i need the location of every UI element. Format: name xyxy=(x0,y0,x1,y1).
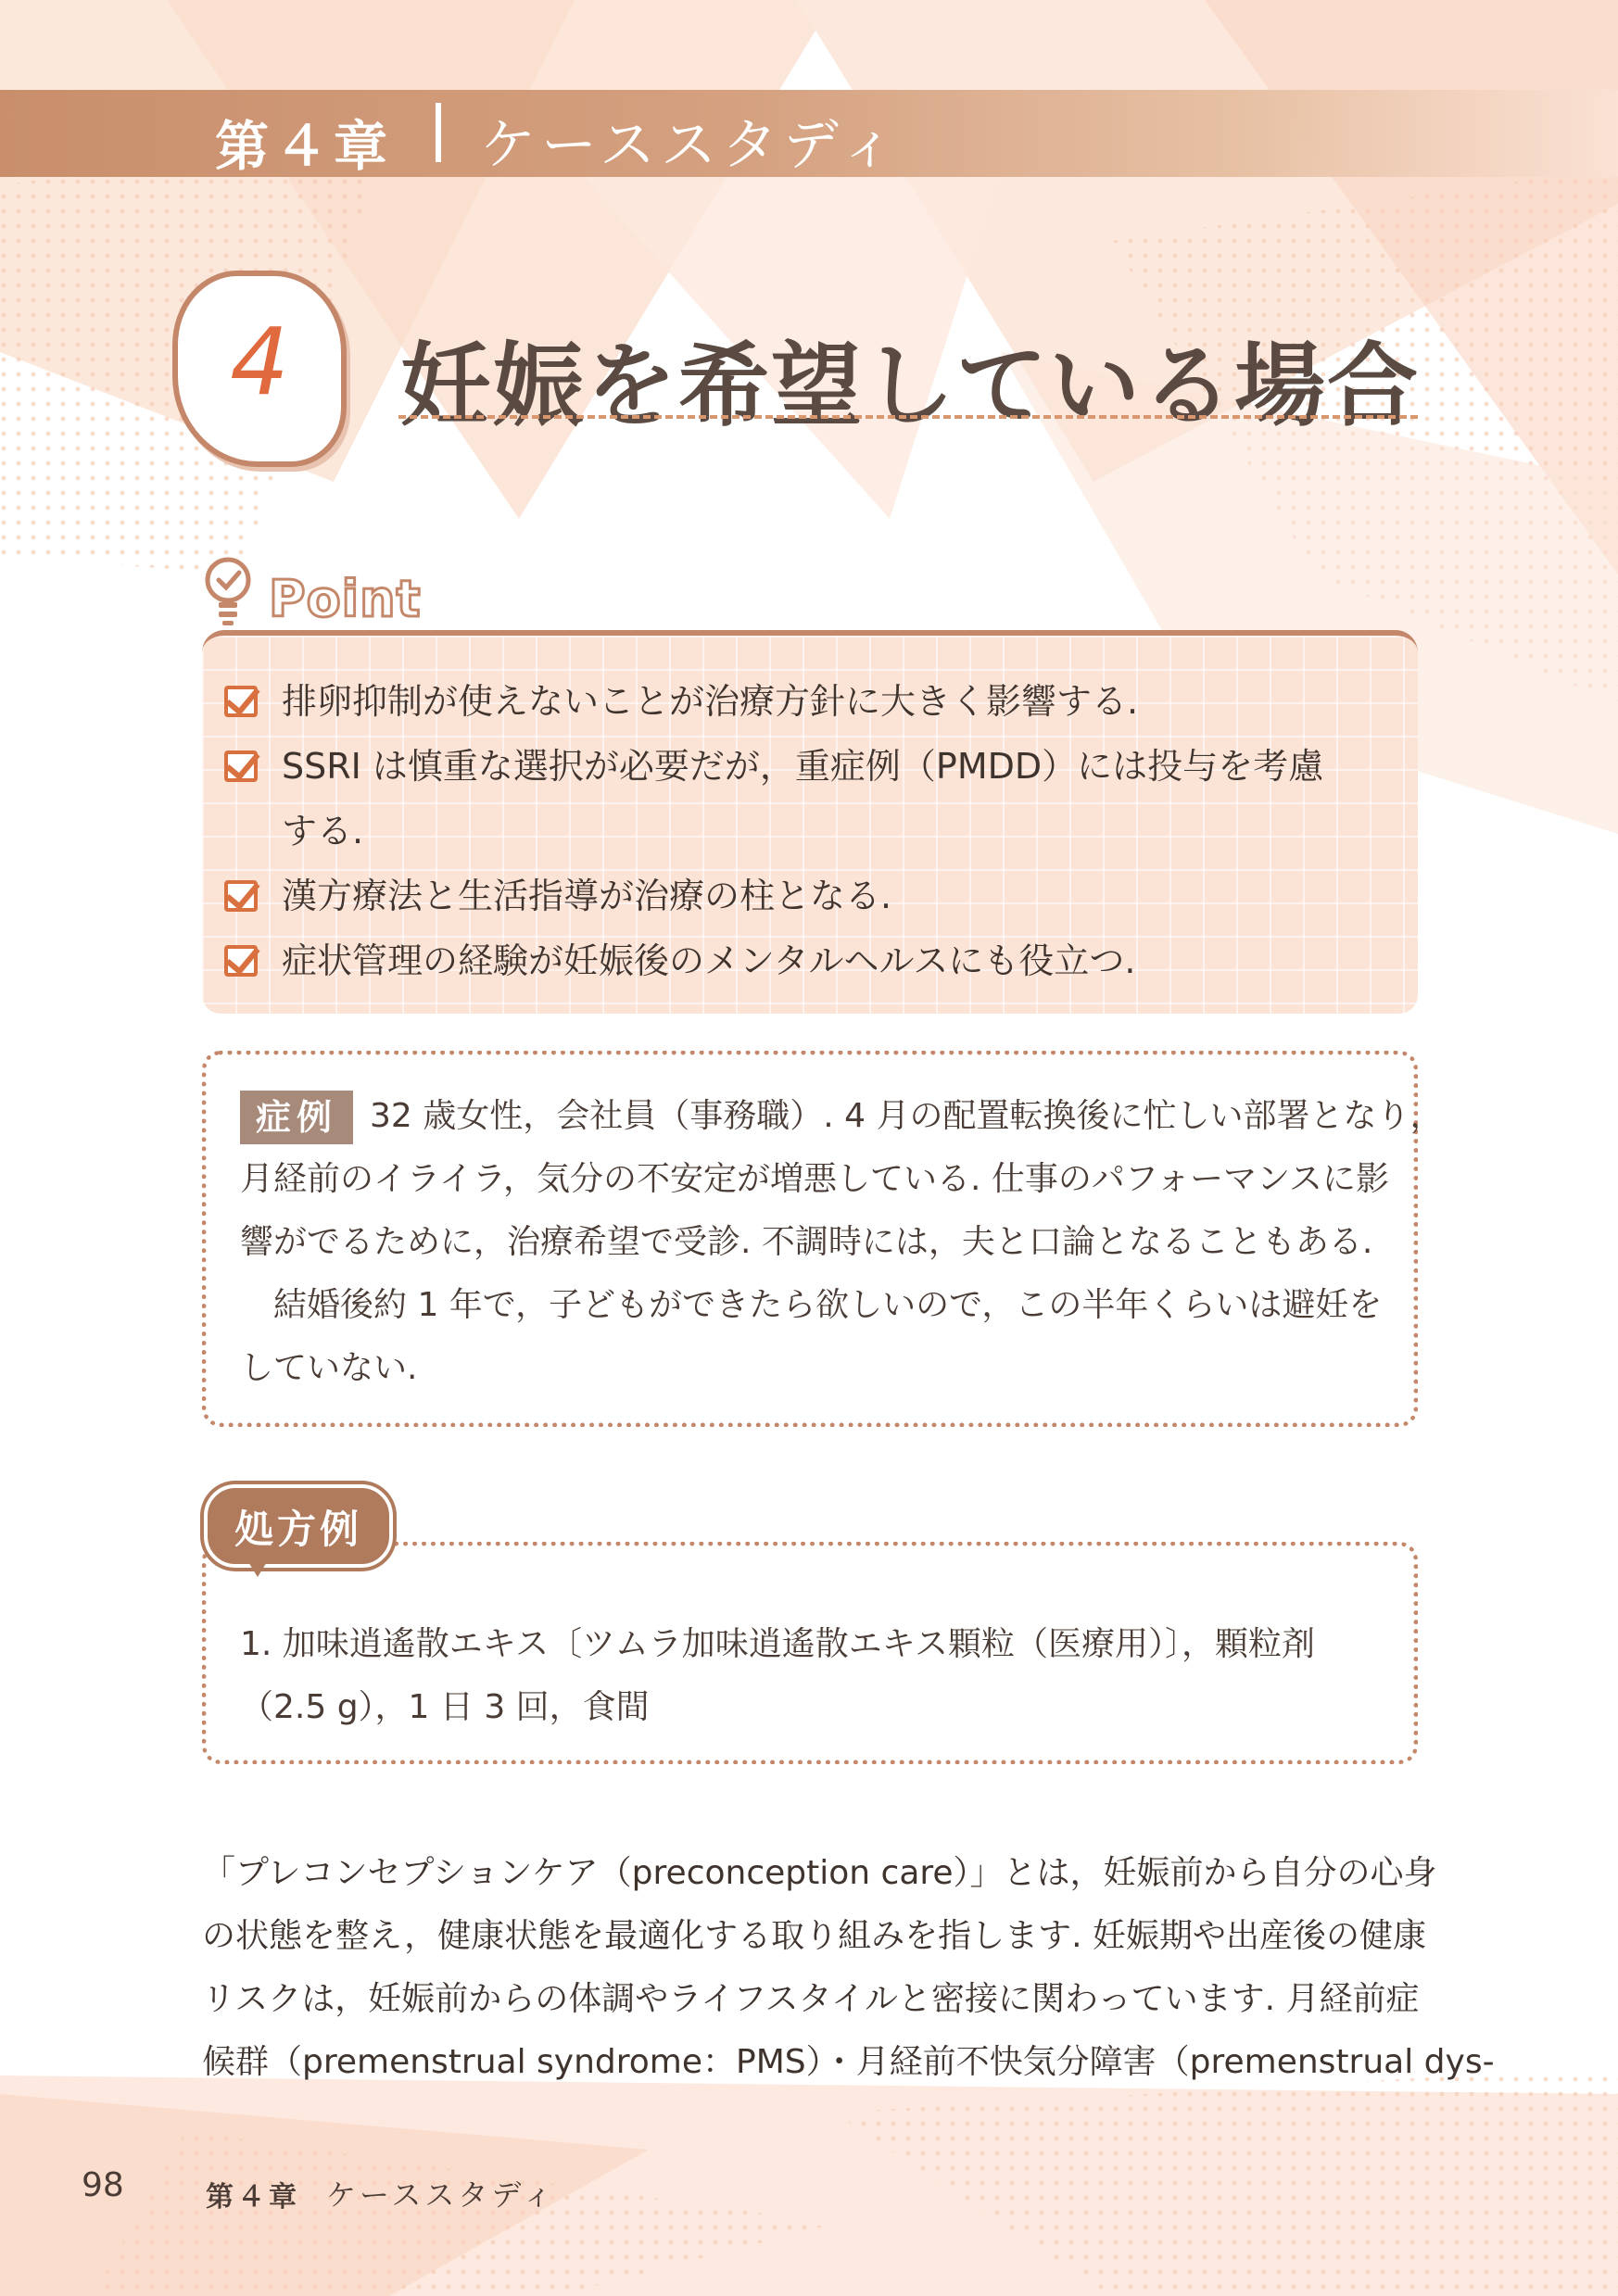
body-text-line: 「プレコンセプションケア（preconception care）」とは，妊娠前から自分の心身 xyxy=(202,1854,1437,1892)
section-title-underline xyxy=(398,415,1418,419)
prescription-line: 1. 加味逍遙散エキス〔ツムラ加味逍遙散エキス顆粒（医療用）〕，顆粒剤 xyxy=(240,1625,1315,1663)
case-line: 32 歳女性，会社員（事務職）. 4 月の配置転換後に忙しい部署となり， xyxy=(370,1097,1444,1135)
point-label: Point xyxy=(269,570,422,628)
chapter-header-band xyxy=(0,90,1618,177)
prescription-tag-label: 処方例 xyxy=(234,1507,362,1552)
checkbox-icon xyxy=(224,880,258,912)
point-box xyxy=(202,630,1418,1014)
point-item-text: SSRI は慎重な選択が必要だが，重症例（PMDD）には投与を考慮 xyxy=(282,746,1324,787)
case-line: 月経前のイライラ，気分の不安定が増悪している. 仕事のパフォーマンスに影 xyxy=(240,1160,1390,1198)
prescription-tag-tail xyxy=(243,1553,272,1577)
chapter-number: 第４章 xyxy=(215,115,394,178)
checkbox-icon xyxy=(224,945,258,977)
section-number-badge xyxy=(172,271,347,467)
case-line: 響がでるために，治療希望で受診. 不調時には，夫と口論となることもある. xyxy=(240,1223,1373,1261)
case-line: 結婚後約 1 年で，子どもができたら欲しいので，この半年くらいは避妊を xyxy=(240,1286,1383,1324)
case-tag: 症例 xyxy=(240,1091,353,1144)
prescription-tag xyxy=(204,1484,393,1568)
prescription-box xyxy=(202,1542,1418,1764)
point-item-text: 漢方療法と生活指導が治療の柱となる. xyxy=(282,876,892,916)
section-number: 4 xyxy=(230,308,289,416)
point-item-text: 症状管理の経験が妊娠後のメンタルヘルスにも役立つ. xyxy=(282,940,1136,981)
lightbulb-icon xyxy=(200,554,256,628)
point-item-text: する. xyxy=(282,811,364,852)
chapter-separator xyxy=(436,103,441,162)
body-text-line: 候群（premenstrual syndrome：PMS）・月経前不快気分障害（premenstrual dys- xyxy=(202,2043,1495,2081)
prescription-line: （2.5 g），1 日 3 回，食間 xyxy=(240,1688,650,1726)
body-text-line: リスクは，妊娠前からの体調やライフスタイルと密接に関わっています. 月経前症 xyxy=(202,1980,1420,2018)
chapter-title: ケーススタディ xyxy=(480,113,902,178)
case-line: していない. xyxy=(240,1349,418,1387)
footer-chapter: 第４章 xyxy=(206,2181,300,2214)
page-number: 98 xyxy=(82,2166,124,2204)
body-text-line: の状態を整え，健康状態を最適化する取り組みを指します. 妊娠期や出産後の健康 xyxy=(202,1917,1427,1955)
point-item-text: 排卵抑制が使えないことが治療方針に大きく影響する. xyxy=(282,681,1139,722)
case-box xyxy=(202,1051,1444,1427)
section-title: 妊娠を希望している場合 xyxy=(400,334,1421,439)
footer-chapter-title: ケーススタディ xyxy=(326,2177,556,2213)
checkbox-icon xyxy=(224,686,258,717)
checkbox-icon xyxy=(224,751,258,782)
